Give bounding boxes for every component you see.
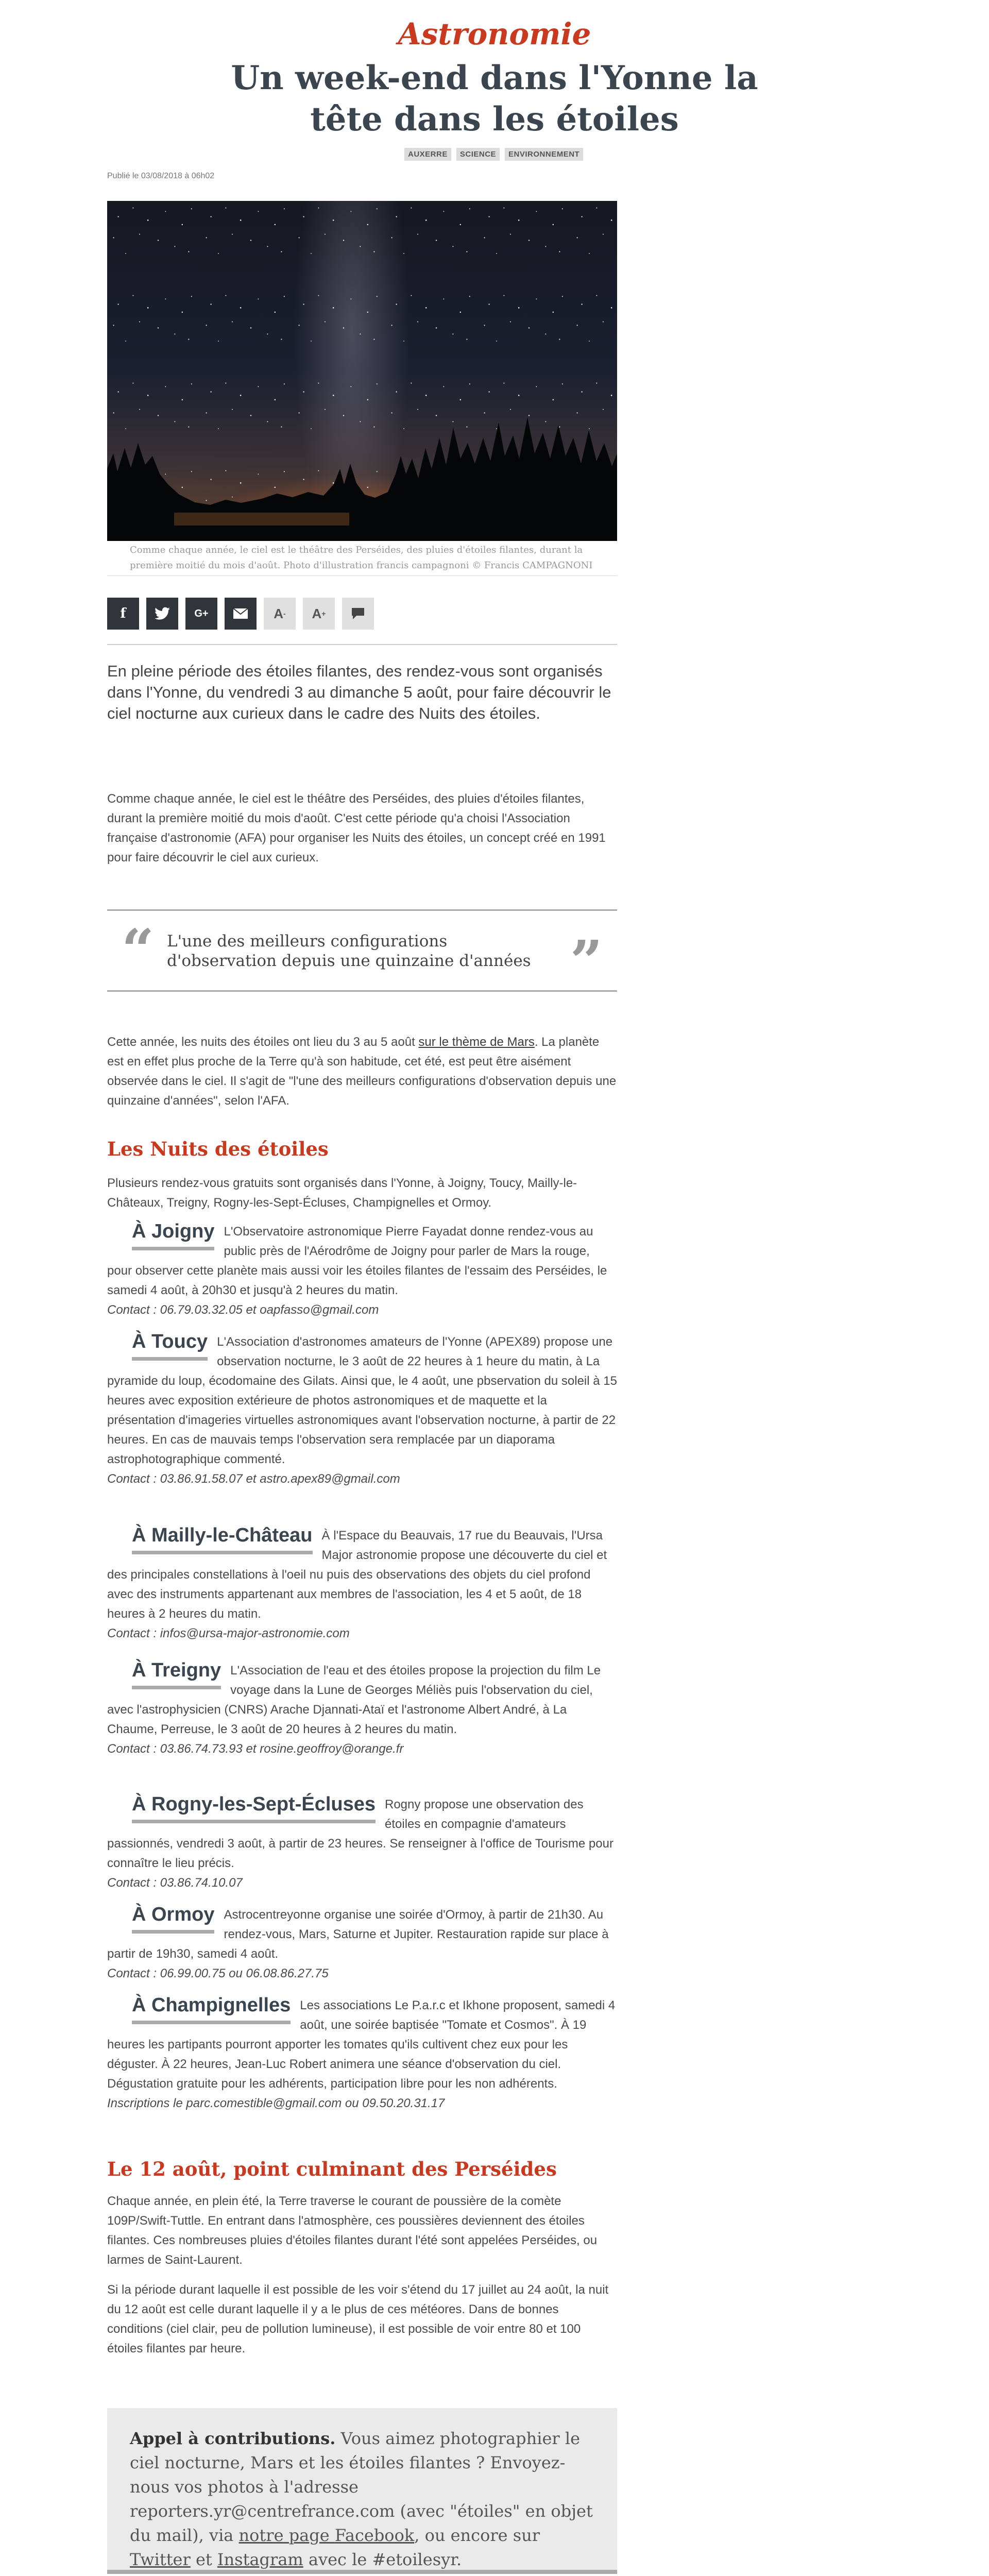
googleplus-icon: G+: [194, 607, 209, 619]
paragraph-rendezvous: Plusieurs rendez-vous gratuits sont organisés dans l'Yonne, à Joigny, Toucy, Mailly-le-Châteaux, Treigny, Rogny-les-Sept-Écluses, Champignelles et Ormoy.: [107, 1176, 577, 1210]
venue-description: L'Association d'astronomes amateurs de l'Yonne (APEX89) propose une observation nocturne, le 3 août de 22 heures à 1 heure du matin, à La pyramide du loup, écodomaine des Gilats. Ainsi que, le 4 août, une pbservation du soleil à 15 heures avec exposition extérieure de photos astronomiques et de maquette et la présentation d'imageries virtuelles astronomiques avant l'observation nocturne, à partir de 22 heures. En cas de mauvais temps l'observation sera remplacée par un diaporama astrophotographique commenté.: [107, 1335, 617, 1466]
page-title: Un week-end dans l'Yonne la tête dans les étoiles: [231, 59, 758, 139]
tag-environnement[interactable]: ENVIRONNEMENT: [505, 148, 583, 161]
plus-glyph: +: [321, 609, 326, 618]
venue-name: À Champignelles: [132, 1994, 291, 2024]
paragraph-mars: [107, 1032, 617, 1111]
appel-text-4: avec le #etoilesyr.: [303, 2550, 462, 2569]
paragraph-12aout: Si la période durant laquelle il est possible de les voir s'étend du 17 juillet au 24 août, la nuit du 12 août est celle durant laquelle il y a le plus de ces météores. Dans de bonnes conditions (ciel clair, peu de pollution lumineuse), il est possible de voir entre 80 et 100 étoiles filantes par heure.: [107, 2283, 609, 2355]
divider: [107, 644, 617, 645]
envelope-icon: [233, 608, 248, 619]
venue-description: Rogny propose une observation des étoiles en compagnie d'amateurs passionnés, vendredi 3 août, à partir de 23 heures. Se renseigner à l'office de Tourisme pour connaître le lieu précis.: [107, 1798, 613, 1870]
venue-description: L'Association de l'eau et des étoiles propose la projection du film Le voyage dans la Lune de Georges Méliès puis l'observation du ciel, avec l'astrophysicien (CNRS) Arache Djannati-Ataï et l'astronome Albert André, à La Chaume, Perreuse, le 3 août de 20 heures à 2 heures du matin.: [107, 1664, 601, 1736]
venue-description: L'Observatoire astronomique Pierre Fayadat donne rendez-vous au public près de l'Aérodrôme de Joigny pour parler de Mars la rouge, pour observer cette planète mais aussi voir les étoiles filantes de l'essaim des Perséides, le samedi 4 août, à 20h30 et jusqu'à 2 heures du matin.: [107, 1225, 607, 1297]
tag-science[interactable]: SCIENCE: [456, 148, 500, 161]
paragraph-mars-text-1: Cette année, les nuits des étoiles ont lieu du 3 au 5 août: [107, 1035, 419, 1049]
article-lead: En pleine période des étoiles filantes, des rendez-vous sont organisés dans l'Yonne, du vendredi 3 au dimanche 5 août, pour faire découvrir le ciel nocturne aux curieux dans le cadre des Nuits des étoiles.: [107, 662, 611, 722]
venue-ormoy: [107, 1905, 617, 1984]
pull-quote: [107, 909, 617, 992]
venue-rogny: [107, 1795, 617, 1893]
article-photo: [107, 201, 617, 541]
venue-contact: Contact : 03.86.74.10.07: [107, 1876, 243, 1890]
venue-name: À Rogny-les-Sept-Écluses: [132, 1793, 376, 1823]
email-share-button[interactable]: [225, 598, 257, 630]
venue-contact: Inscriptions le parc.comestible@gmail.com ou 09.50.20.31.17: [107, 2096, 445, 2110]
paragraph-perseides: Chaque année, en plein été, la Terre traverse le courant de poussière de la comète 109P/Swift-Tuttle. En entrant dans l'atmosphère, ces poussières deviennent des étoiles filantes. Ces nombreuses pluies d'étoiles filantes durant l'été sont appelées Perséides, ou larmes de Saint-Laurent.: [107, 2194, 598, 2267]
paragraph-mars-text-2: . La planète est en effet plus proche de la Terre qu'à son habitude, cet été, est peut être aisément observée dans le ciel. Il s'agit de "l'une des meilleurs configurations d'observation depuis une quinzaine d'années", selon l'AFA.: [107, 1035, 617, 1108]
font-smaller-icon: A: [274, 605, 284, 621]
paragraph-intro: Comme chaque année, le ciel est le théâtre des Perséides, des pluies d'étoiles filantes, durant la première moitié du mois d'août. C'est cette période qu'a choisi l'Association française d'astronomie (AFA) pour organiser les Nuits des étoiles, un concept créé en 1991 pour faire découvrir le ciel aux curieux.: [107, 792, 606, 865]
comment-button[interactable]: [342, 598, 374, 630]
font-larger-icon: A: [312, 605, 322, 621]
facebook-share-button[interactable]: [107, 598, 139, 630]
tag-auxerre[interactable]: AUXERRE: [404, 148, 451, 161]
minus-glyph: -: [283, 609, 286, 618]
font-larger-button[interactable]: [303, 598, 335, 630]
publish-date: Publié le 03/08/2018 à 06h02: [107, 172, 215, 180]
tag-list: [404, 148, 583, 161]
googleplus-share-button[interactable]: [185, 598, 217, 630]
venue-contact: Contact : 06.79.03.32.05 et oapfasso@gmail.com: [107, 1303, 379, 1317]
venue-contact: Contact : 03.86.91.58.07 et astro.apex89@gmail.com: [107, 1472, 400, 1486]
close-quote-icon: ”: [570, 928, 603, 994]
venue-name: À Joigny: [132, 1220, 214, 1250]
venue-contact: Contact : 06.99.00.75 ou 06.08.86.27.75: [107, 1967, 329, 1980]
venue-contact: Contact : infos@ursa-major-astronomie.com: [107, 1626, 350, 1640]
venue-contact: Contact : 03.86.74.73.93 et rosine.geoffroy@orange.fr: [107, 1742, 404, 1756]
twitter-link[interactable]: Twitter: [130, 2550, 191, 2569]
speech-bubble-icon: [350, 607, 366, 620]
venue-champignelles: [107, 1996, 617, 2113]
facebook-icon: f: [120, 606, 126, 621]
venue-joigny: [107, 1222, 617, 1320]
twitter-icon: [155, 607, 170, 620]
venue-description: Astrocentreyonne organise une soirée d'Ormoy, à partir de 21h30. Au rendez-vous, Mars, Saturne et Jupiter. Restauration rapide sur place à partir de 19h30, samedi 4 août.: [107, 1908, 609, 1961]
venue-treigny: [107, 1661, 617, 1759]
venue-description: À l'Espace du Beauvais, 17 rue du Beauvais, l'Ursa Major astronomie propose une découverte du ciel et des principales constellations à l'oeil nu puis des observations des objets du ciel profond avec des instruments appartenant aux membres de l'association, les 4 et 5 août, de 18 heures à 2 heures du matin.: [107, 1529, 607, 1621]
instagram-link[interactable]: Instagram: [217, 2550, 303, 2569]
venue-description: Les associations Le P.a.r.c et Ikhone proposent, samedi 4 août, une soirée baptisée "Tomate et Cosmos". À 19 heures les partipants pourront apporter les tomates qu'ils cultivent chez eux pour les déguster. À 22 heures, Jean-Luc Robert animera une séance d'observation du ciel. Dégustation gratuite pour les adhérents, participation libre pour les non adhérents.: [107, 1998, 616, 2091]
venue-name: À Ormoy: [132, 1903, 214, 1934]
section-heading-12aout: Le 12 août, point culminant des Perséides: [107, 2158, 557, 2180]
appel-text-1: Vous aimez photographier le ciel nocturne, Mars et les étoiles filantes ? Envoyez-nous vos photos à l'adresse reporters.yr@centrefrance.com (avec "étoiles" en objet du mail), via: [130, 2429, 593, 2545]
appel-title: Appel à contributions.: [130, 2429, 336, 2448]
open-quote-icon: “: [122, 917, 155, 983]
tree-silhouette: [107, 407, 617, 541]
facebook-page-link[interactable]: notre page Facebook: [238, 2526, 415, 2545]
twitter-share-button[interactable]: [146, 598, 178, 630]
appel-text-3: et: [190, 2550, 217, 2569]
pull-quote-text: L'une des meilleurs configurations d'observation depuis une quinzaine d'années: [167, 932, 531, 970]
font-smaller-button[interactable]: [264, 598, 296, 630]
venue-mailly: [107, 1526, 617, 1643]
venue-name: À Mailly-le-Château: [132, 1524, 313, 1554]
photo-caption: Comme chaque année, le ciel est le théâtre des Perséides, des pluies d'étoiles filantes, durant la première moitié du mois d'août. Photo d'illustration francis campagnoni © Francis CAMPAGNONI: [107, 543, 617, 576]
share-toolbar: [107, 598, 374, 630]
appel-text-2: , ou encore sur: [414, 2526, 540, 2545]
venue-name: À Toucy: [132, 1330, 208, 1361]
kicker: Astronomie: [398, 16, 591, 52]
section-heading-nuits: Les Nuits des étoiles: [107, 1138, 329, 1160]
venue-name: À Treigny: [132, 1659, 221, 1689]
venue-toucy: [107, 1332, 617, 1489]
mars-theme-link[interactable]: sur le thème de Mars: [418, 1035, 535, 1049]
call-for-contributions: [107, 2408, 617, 2574]
